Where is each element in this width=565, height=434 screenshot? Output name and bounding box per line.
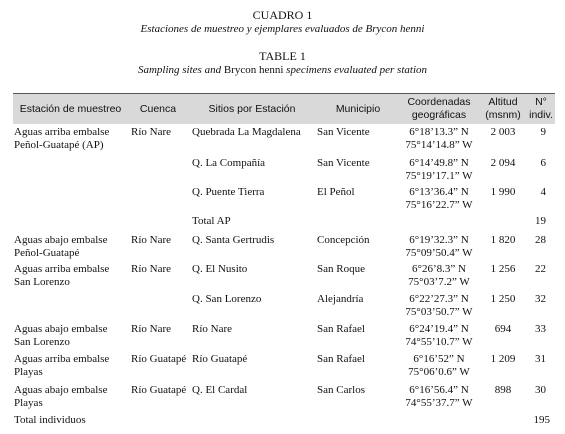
caption-title-en-part-a: Sampling sites and <box>137 64 224 76</box>
cell-estacion-line-1: Aguas abajo embalse <box>14 323 108 335</box>
col-header-municipio: Municipio <box>335 103 381 115</box>
col-header-n-1: N° <box>535 96 547 108</box>
cell-estacion-line-2: Peñol-Guatapé (AP) <box>14 139 104 151</box>
cell-cuenca: Río Nare <box>131 234 172 246</box>
cell-latitude: 6°13’36.4” N <box>409 186 469 198</box>
cell-estacion-line-1: Aguas arriba embalse <box>14 126 110 138</box>
cell-municipio: San Vicente <box>317 157 370 169</box>
cell-altitud: 1 820 <box>490 234 516 246</box>
cell-sitio: Q. El Cardal <box>192 384 248 396</box>
caption-label-en: TABLE 1 <box>259 49 306 63</box>
col-header-sitios: Sitios por Estación <box>208 103 296 115</box>
caption-title-en-species: Brycon henni <box>223 64 284 76</box>
cell-latitude: 6°14’49.8” N <box>409 157 469 169</box>
cell-municipio: San Carlos <box>317 384 365 396</box>
cell-estacion-line-1: Aguas abajo embalse <box>14 384 108 396</box>
cell-cuenca: Río Nare <box>131 126 172 138</box>
cell-municipio: Alejandría <box>317 293 364 305</box>
cell-sitio: Q. El Nusito <box>192 263 248 275</box>
cell-estacion-line-2: Playas <box>14 366 43 378</box>
cell-cuenca: Río Guatapé <box>131 353 187 365</box>
cell-municipio: San Roque <box>317 263 365 275</box>
cell-longitude: 75°14’14.8” W <box>405 139 473 151</box>
cell-latitude: 6°18’13.3” N <box>409 126 469 138</box>
cell-latitude: 6°24’19.4” N <box>409 323 469 335</box>
cell-longitude: 75°03’7.2” W <box>408 276 470 288</box>
cell-n-indiv: 28 <box>535 234 546 246</box>
cell-sitio: Q. San Lorenzo <box>192 293 262 305</box>
cell-sitio: Río Guatapé <box>192 353 248 365</box>
col-header-estacion: Estación de muestreo <box>19 103 122 115</box>
cell-longitude: 74°55’37.7” W <box>405 397 473 409</box>
cell-latitude: 6°22’27.3” N <box>409 293 469 305</box>
cell-latitude: 6°16’56.4” N <box>409 384 469 396</box>
cell-municipio: San Rafael <box>317 323 365 335</box>
cell-cuenca: Río Nare <box>131 263 172 275</box>
cell-latitude: 6°19’32.3” N <box>409 234 469 246</box>
caption-title-es: Estaciones de muestreo y ejemplares evaluados de Brycon henni <box>140 23 425 35</box>
cell-subtotal-label: Total AP <box>192 215 231 227</box>
col-header-coordenadas-2: geográficas <box>411 109 467 121</box>
cell-municipio: San Rafael <box>317 353 365 365</box>
cell-altitud: 2 094 <box>490 157 516 169</box>
cell-altitud: 694 <box>494 323 512 335</box>
cell-estacion-line-2: San Lorenzo <box>14 336 70 348</box>
cell-n-indiv: 4 <box>540 186 546 198</box>
cell-altitud: 898 <box>494 384 512 396</box>
cell-altitud: 1 990 <box>490 186 516 198</box>
cell-n-indiv: 6 <box>540 157 546 169</box>
cell-sitio: Q. Puente Tierra <box>192 186 265 198</box>
cell-n-indiv: 30 <box>535 384 546 396</box>
caption-title-en-part-b: specimens evaluated per station <box>283 64 428 76</box>
cell-longitude: 75°06’0.6” W <box>408 366 470 378</box>
cell-estacion-line-1: Aguas abajo embalse <box>14 234 108 246</box>
cell-subtotal-n: 19 <box>535 215 546 227</box>
cell-municipio: San Vicente <box>317 126 370 138</box>
col-header-n-2: indiv. <box>529 109 553 121</box>
cell-cuenca: Río Guatapé <box>131 384 187 396</box>
cell-estacion-line-2: San Lorenzo <box>14 276 70 288</box>
total-label: Total individuos <box>14 414 86 426</box>
cell-sitio: Q. Santa Gertrudis <box>192 234 275 246</box>
cell-altitud: 1 250 <box>490 293 516 305</box>
cell-sitio: Río Nare <box>192 323 233 335</box>
col-header-altitud-1: Altitud <box>488 96 518 108</box>
cell-sitio: Q. La Compañía <box>192 157 266 169</box>
cell-estacion-line-1: Aguas arriba embalse <box>14 353 110 365</box>
cell-altitud: 1 256 <box>490 263 516 275</box>
cell-altitud: 1 209 <box>490 353 516 365</box>
cell-estacion-line-1: Aguas arriba embalse <box>14 263 110 275</box>
caption-label-es: CUADRO 1 <box>252 8 313 22</box>
cell-longitude: 75°03’50.7” W <box>405 306 473 318</box>
cell-n-indiv: 32 <box>535 293 546 305</box>
caption-title-en <box>0 63 565 77</box>
cell-n-indiv: 9 <box>540 126 546 138</box>
cell-altitud: 2 003 <box>490 126 516 138</box>
cell-latitude: 6°16’52” N <box>413 353 465 365</box>
cell-longitude: 74°55’10.7” W <box>405 336 473 348</box>
cell-latitude: 6°26’8.3” N <box>412 263 466 275</box>
cell-longitude: 75°09’50.4” W <box>405 247 473 259</box>
cell-municipio: Concepción <box>317 234 370 246</box>
cell-n-indiv: 31 <box>535 353 546 365</box>
cell-n-indiv: 33 <box>535 323 546 335</box>
cell-longitude: 75°16’22.7” W <box>405 199 473 211</box>
cell-n-indiv: 22 <box>535 263 546 275</box>
cell-municipio: El Peñol <box>317 186 355 198</box>
col-header-coordenadas-1: Coordenadas <box>407 96 471 108</box>
cell-cuenca: Río Nare <box>131 323 172 335</box>
cell-longitude: 75°19’17.1” W <box>405 170 473 182</box>
col-header-altitud-2: (msnm) <box>485 109 521 121</box>
total-n: 195 <box>533 414 550 426</box>
col-header-cuenca: Cuenca <box>139 103 177 115</box>
cell-estacion-line-2: Playas <box>14 397 43 409</box>
cell-sitio: Quebrada La Magdalena <box>192 126 301 138</box>
cell-estacion-line-2: Peñol-Guatapé <box>14 247 80 259</box>
